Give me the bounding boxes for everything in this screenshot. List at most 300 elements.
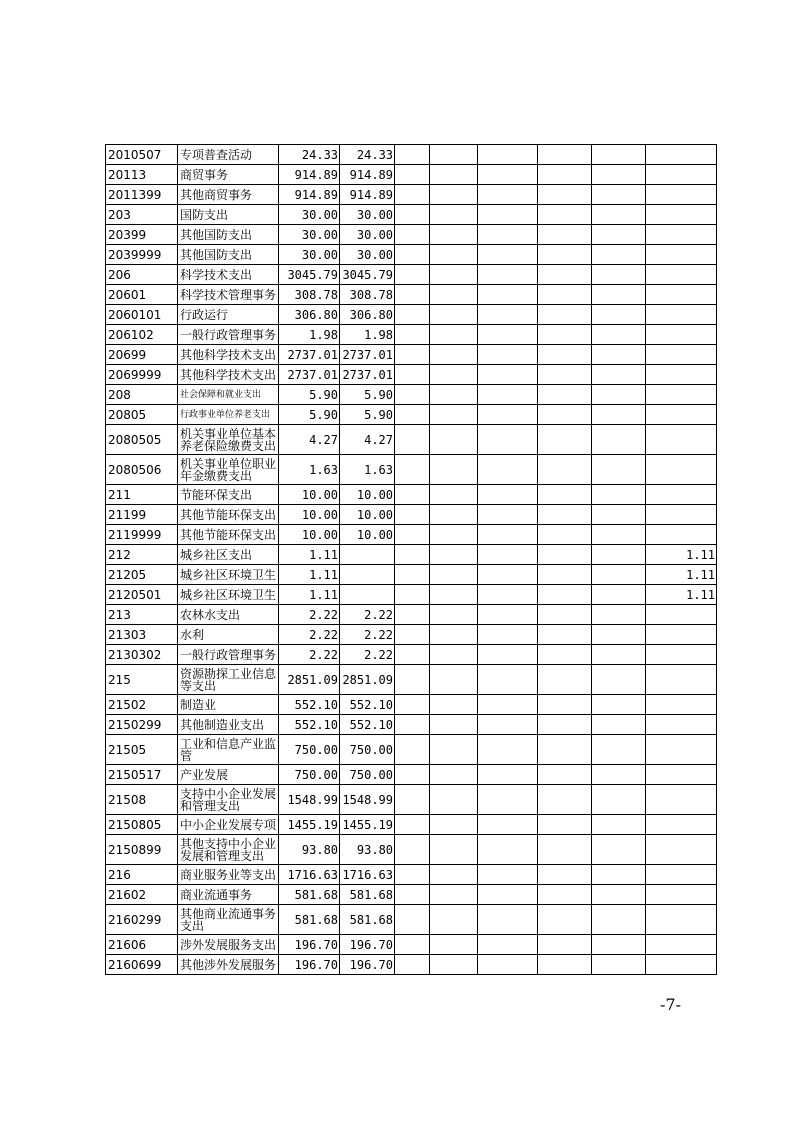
row-name: 其他科学技术支出 <box>178 345 279 365</box>
row-value-7 <box>592 715 646 735</box>
row-value-7 <box>592 605 646 625</box>
row-value-6 <box>538 585 592 605</box>
row-value-2: 914.89 <box>340 165 395 185</box>
row-total: 5.90 <box>279 405 340 425</box>
row-value-7 <box>592 935 646 955</box>
row-value-5 <box>478 405 538 425</box>
row-name: 城乡社区环境卫生 <box>178 585 279 605</box>
row-value-2: 2.22 <box>340 645 395 665</box>
row-value-8 <box>646 785 717 815</box>
row-value-3 <box>395 165 430 185</box>
row-value-3 <box>395 185 430 205</box>
row-value-6 <box>538 365 592 385</box>
row-value-8 <box>646 345 717 365</box>
row-value-2: 5.90 <box>340 405 395 425</box>
row-value-8 <box>646 905 717 935</box>
row-value-8 <box>646 715 717 735</box>
table-row <box>106 425 717 455</box>
row-code: 2150899 <box>106 835 178 865</box>
row-value-5 <box>478 265 538 285</box>
row-value-6 <box>538 185 592 205</box>
row-value-3 <box>395 325 430 345</box>
row-value-6 <box>538 865 592 885</box>
row-value-7 <box>592 225 646 245</box>
row-value-5 <box>478 665 538 695</box>
row-value-2: 2737.01 <box>340 345 395 365</box>
row-total: 1.63 <box>279 455 340 485</box>
row-value-7 <box>592 245 646 265</box>
table-row <box>106 385 717 405</box>
row-value-7 <box>592 695 646 715</box>
row-value-4 <box>430 285 478 305</box>
row-value-2: 2737.01 <box>340 365 395 385</box>
row-code: 206 <box>106 265 178 285</box>
row-value-8 <box>646 305 717 325</box>
row-total: 914.89 <box>279 185 340 205</box>
row-value-6 <box>538 285 592 305</box>
row-value-3 <box>395 485 430 505</box>
row-name: 科学技术支出 <box>178 265 279 285</box>
table-row <box>106 715 717 735</box>
row-value-4 <box>430 585 478 605</box>
row-value-4 <box>430 325 478 345</box>
row-value-5 <box>478 285 538 305</box>
row-code: 20113 <box>106 165 178 185</box>
row-value-6 <box>538 505 592 525</box>
row-code: 2120501 <box>106 585 178 605</box>
row-value-5 <box>478 455 538 485</box>
row-value-5 <box>478 185 538 205</box>
row-value-2 <box>340 585 395 605</box>
row-value-5 <box>478 205 538 225</box>
row-name: 行政运行 <box>178 305 279 325</box>
row-name: 其他支持中小企业发展和管理支出 <box>178 835 279 865</box>
row-value-3 <box>395 455 430 485</box>
table-row <box>106 665 717 695</box>
row-total: 306.80 <box>279 305 340 325</box>
row-value-2: 10.00 <box>340 505 395 525</box>
table-row <box>106 225 717 245</box>
row-value-2: 1.98 <box>340 325 395 345</box>
row-value-7 <box>592 325 646 345</box>
row-value-8 <box>646 865 717 885</box>
row-value-2: 750.00 <box>340 735 395 765</box>
row-code: 2080505 <box>106 425 178 455</box>
row-value-7 <box>592 345 646 365</box>
row-value-2: 914.89 <box>340 185 395 205</box>
row-value-3 <box>395 405 430 425</box>
row-value-5 <box>478 585 538 605</box>
row-code: 20699 <box>106 345 178 365</box>
row-total: 581.68 <box>279 905 340 935</box>
row-value-8 <box>646 285 717 305</box>
row-value-7 <box>592 885 646 905</box>
row-value-6 <box>538 385 592 405</box>
table-row <box>106 835 717 865</box>
row-value-6 <box>538 425 592 455</box>
table-row <box>106 905 717 935</box>
row-value-3 <box>395 835 430 865</box>
row-value-5 <box>478 345 538 365</box>
row-value-3 <box>395 715 430 735</box>
row-value-5 <box>478 835 538 865</box>
table-row <box>106 405 717 425</box>
row-name: 其他国防支出 <box>178 225 279 245</box>
table-row <box>106 365 717 385</box>
row-value-6 <box>538 265 592 285</box>
row-total: 914.89 <box>279 165 340 185</box>
row-value-6 <box>538 565 592 585</box>
row-value-7 <box>592 425 646 455</box>
row-total: 4.27 <box>279 425 340 455</box>
row-value-6 <box>538 625 592 645</box>
row-code: 2160299 <box>106 905 178 935</box>
row-value-3 <box>395 585 430 605</box>
row-value-3 <box>395 695 430 715</box>
row-code: 2069999 <box>106 365 178 385</box>
row-value-4 <box>430 885 478 905</box>
row-value-6 <box>538 225 592 245</box>
row-value-8 <box>646 455 717 485</box>
row-name: 其他节能环保支出 <box>178 525 279 545</box>
row-value-5 <box>478 885 538 905</box>
table-row <box>106 325 717 345</box>
row-code: 2130302 <box>106 645 178 665</box>
table-row <box>106 505 717 525</box>
row-name: 商业流通事务 <box>178 885 279 905</box>
table-row <box>106 765 717 785</box>
row-value-8 <box>646 885 717 905</box>
row-value-2: 5.90 <box>340 385 395 405</box>
row-value-2: 30.00 <box>340 225 395 245</box>
row-value-3 <box>395 865 430 885</box>
table-row <box>106 205 717 225</box>
row-value-5 <box>478 245 538 265</box>
row-value-2: 3045.79 <box>340 265 395 285</box>
table-row <box>106 545 717 565</box>
row-value-6 <box>538 765 592 785</box>
row-value-6 <box>538 485 592 505</box>
row-value-2: 750.00 <box>340 765 395 785</box>
row-value-5 <box>478 785 538 815</box>
row-value-5 <box>478 165 538 185</box>
table-row <box>106 565 717 585</box>
row-value-6 <box>538 165 592 185</box>
row-name: 水利 <box>178 625 279 645</box>
row-value-2 <box>340 545 395 565</box>
row-value-4 <box>430 245 478 265</box>
row-code: 206102 <box>106 325 178 345</box>
row-value-2: 1716.63 <box>340 865 395 885</box>
row-value-8 <box>646 625 717 645</box>
row-total: 10.00 <box>279 485 340 505</box>
row-name: 中小企业发展专项 <box>178 815 279 835</box>
row-value-4 <box>430 185 478 205</box>
row-total: 2737.01 <box>279 365 340 385</box>
row-value-7 <box>592 385 646 405</box>
row-value-5 <box>478 815 538 835</box>
row-total: 308.78 <box>279 285 340 305</box>
table-row <box>106 265 717 285</box>
row-name: 商贸事务 <box>178 165 279 185</box>
row-value-4 <box>430 455 478 485</box>
row-code: 20805 <box>106 405 178 425</box>
row-total: 1455.19 <box>279 815 340 835</box>
row-value-2: 581.68 <box>340 885 395 905</box>
row-value-8 <box>646 735 717 765</box>
row-code: 2150299 <box>106 715 178 735</box>
row-value-7 <box>592 485 646 505</box>
row-value-4 <box>430 715 478 735</box>
row-value-5 <box>478 145 538 165</box>
row-value-3 <box>395 885 430 905</box>
row-value-2: 2.22 <box>340 605 395 625</box>
table-row <box>106 955 717 975</box>
row-value-6 <box>538 245 592 265</box>
row-value-2: 93.80 <box>340 835 395 865</box>
row-value-2: 10.00 <box>340 525 395 545</box>
row-value-7 <box>592 625 646 645</box>
row-value-6 <box>538 345 592 365</box>
table-row <box>106 585 717 605</box>
row-name: 商业服务业等支出 <box>178 865 279 885</box>
row-name: 节能环保支出 <box>178 485 279 505</box>
row-value-4 <box>430 695 478 715</box>
row-name: 科学技术管理事务 <box>178 285 279 305</box>
row-value-4 <box>430 955 478 975</box>
table-row <box>106 305 717 325</box>
row-code: 21502 <box>106 695 178 715</box>
row-value-4 <box>430 225 478 245</box>
row-value-7 <box>592 645 646 665</box>
row-name: 城乡社区支出 <box>178 545 279 565</box>
row-value-8 <box>646 405 717 425</box>
row-value-4 <box>430 305 478 325</box>
row-value-7 <box>592 185 646 205</box>
row-value-7 <box>592 735 646 765</box>
row-value-5 <box>478 865 538 885</box>
row-total: 196.70 <box>279 935 340 955</box>
row-code: 2160699 <box>106 955 178 975</box>
row-value-5 <box>478 545 538 565</box>
row-value-8 <box>646 165 717 185</box>
row-value-8 <box>646 245 717 265</box>
row-name: 机关事业单位基本养老保险缴费支出 <box>178 425 279 455</box>
row-value-7 <box>592 165 646 185</box>
row-total: 2851.09 <box>279 665 340 695</box>
row-value-4 <box>430 565 478 585</box>
row-value-2: 2.22 <box>340 625 395 645</box>
row-value-4 <box>430 405 478 425</box>
row-value-2: 581.68 <box>340 905 395 935</box>
row-value-4 <box>430 605 478 625</box>
row-total: 1.11 <box>279 545 340 565</box>
row-value-7 <box>592 565 646 585</box>
row-total: 2.22 <box>279 645 340 665</box>
row-value-5 <box>478 605 538 625</box>
row-total: 196.70 <box>279 955 340 975</box>
row-value-3 <box>395 765 430 785</box>
row-value-2: 196.70 <box>340 935 395 955</box>
row-name: 国防支出 <box>178 205 279 225</box>
row-value-2: 4.27 <box>340 425 395 455</box>
row-total: 1.98 <box>279 325 340 345</box>
row-value-7 <box>592 285 646 305</box>
table-row <box>106 185 717 205</box>
row-value-2: 552.10 <box>340 715 395 735</box>
row-value-5 <box>478 565 538 585</box>
row-total: 2737.01 <box>279 345 340 365</box>
table-row <box>106 145 717 165</box>
row-value-7 <box>592 765 646 785</box>
row-value-3 <box>395 505 430 525</box>
row-value-6 <box>538 325 592 345</box>
row-name: 支持中小企业发展和管理支出 <box>178 785 279 815</box>
row-code: 20601 <box>106 285 178 305</box>
row-value-8 <box>646 365 717 385</box>
row-code: 21303 <box>106 625 178 645</box>
row-value-5 <box>478 425 538 455</box>
row-total: 30.00 <box>279 225 340 245</box>
row-value-8 <box>646 385 717 405</box>
row-code: 20399 <box>106 225 178 245</box>
row-value-8 <box>646 325 717 345</box>
row-value-4 <box>430 645 478 665</box>
row-total: 581.68 <box>279 885 340 905</box>
row-total: 1.11 <box>279 565 340 585</box>
row-code: 21508 <box>106 785 178 815</box>
table-body <box>106 145 717 975</box>
row-value-4 <box>430 345 478 365</box>
row-value-4 <box>430 625 478 645</box>
row-value-7 <box>592 955 646 975</box>
table-row <box>106 885 717 905</box>
row-total: 24.33 <box>279 145 340 165</box>
row-value-2: 196.70 <box>340 955 395 975</box>
row-value-3 <box>395 645 430 665</box>
row-value-8 <box>646 835 717 865</box>
row-value-7 <box>592 835 646 865</box>
row-name: 其他国防支出 <box>178 245 279 265</box>
row-value-5 <box>478 645 538 665</box>
row-value-6 <box>538 605 592 625</box>
table-row <box>106 935 717 955</box>
row-value-6 <box>538 735 592 765</box>
row-value-2: 1455.19 <box>340 815 395 835</box>
row-value-8 <box>646 645 717 665</box>
row-value-4 <box>430 665 478 695</box>
row-total: 552.10 <box>279 695 340 715</box>
row-value-3 <box>395 205 430 225</box>
row-value-6 <box>538 885 592 905</box>
row-code: 21199 <box>106 505 178 525</box>
row-value-4 <box>430 865 478 885</box>
row-value-4 <box>430 265 478 285</box>
row-value-7 <box>592 905 646 935</box>
row-value-5 <box>478 735 538 765</box>
row-name: 其他节能环保支出 <box>178 505 279 525</box>
table-row <box>106 485 717 505</box>
row-value-7 <box>592 265 646 285</box>
row-value-6 <box>538 955 592 975</box>
row-value-8 <box>646 765 717 785</box>
row-code: 2150517 <box>106 765 178 785</box>
row-code: 213 <box>106 605 178 625</box>
row-code: 21505 <box>106 735 178 765</box>
row-value-3 <box>395 345 430 365</box>
table-row <box>106 695 717 715</box>
row-value-4 <box>430 205 478 225</box>
row-value-4 <box>430 935 478 955</box>
row-total: 1548.99 <box>279 785 340 815</box>
row-total: 1716.63 <box>279 865 340 885</box>
row-value-8 <box>646 485 717 505</box>
row-value-8: 1.11 <box>646 565 717 585</box>
row-value-3 <box>395 285 430 305</box>
row-value-3 <box>395 525 430 545</box>
row-value-5 <box>478 305 538 325</box>
row-value-3 <box>395 955 430 975</box>
row-value-3 <box>395 545 430 565</box>
row-total: 1.11 <box>279 585 340 605</box>
row-value-6 <box>538 785 592 815</box>
row-value-8 <box>646 505 717 525</box>
row-total: 10.00 <box>279 505 340 525</box>
row-value-6 <box>538 455 592 485</box>
row-value-2: 308.78 <box>340 285 395 305</box>
table-row <box>106 285 717 305</box>
row-value-7 <box>592 525 646 545</box>
row-value-6 <box>538 815 592 835</box>
row-value-7 <box>592 865 646 885</box>
row-name: 专项普查活动 <box>178 145 279 165</box>
row-value-7 <box>592 505 646 525</box>
row-value-4 <box>430 365 478 385</box>
row-value-3 <box>395 145 430 165</box>
table-row <box>106 245 717 265</box>
row-value-3 <box>395 565 430 585</box>
row-value-7 <box>592 585 646 605</box>
row-value-8 <box>646 425 717 455</box>
row-value-3 <box>395 305 430 325</box>
row-value-7 <box>592 785 646 815</box>
row-value-4 <box>430 785 478 815</box>
row-value-5 <box>478 485 538 505</box>
row-value-8 <box>646 605 717 625</box>
row-name: 其他涉外发展服务 <box>178 955 279 975</box>
row-name: 一般行政管理事务 <box>178 325 279 345</box>
table-row <box>106 785 717 815</box>
row-value-8 <box>646 225 717 245</box>
row-name: 涉外发展服务支出 <box>178 935 279 955</box>
row-name: 城乡社区环境卫生 <box>178 565 279 585</box>
row-name: 产业发展 <box>178 765 279 785</box>
row-value-4 <box>430 425 478 455</box>
row-name: 行政事业单位养老支出 <box>178 405 279 425</box>
row-value-5 <box>478 505 538 525</box>
row-value-6 <box>538 525 592 545</box>
row-total: 552.10 <box>279 715 340 735</box>
table-row <box>106 865 717 885</box>
row-code: 21602 <box>106 885 178 905</box>
row-code: 208 <box>106 385 178 405</box>
row-value-2: 2851.09 <box>340 665 395 695</box>
row-value-6 <box>538 545 592 565</box>
row-value-4 <box>430 545 478 565</box>
row-value-5 <box>478 625 538 645</box>
row-total: 750.00 <box>279 735 340 765</box>
row-value-5 <box>478 695 538 715</box>
